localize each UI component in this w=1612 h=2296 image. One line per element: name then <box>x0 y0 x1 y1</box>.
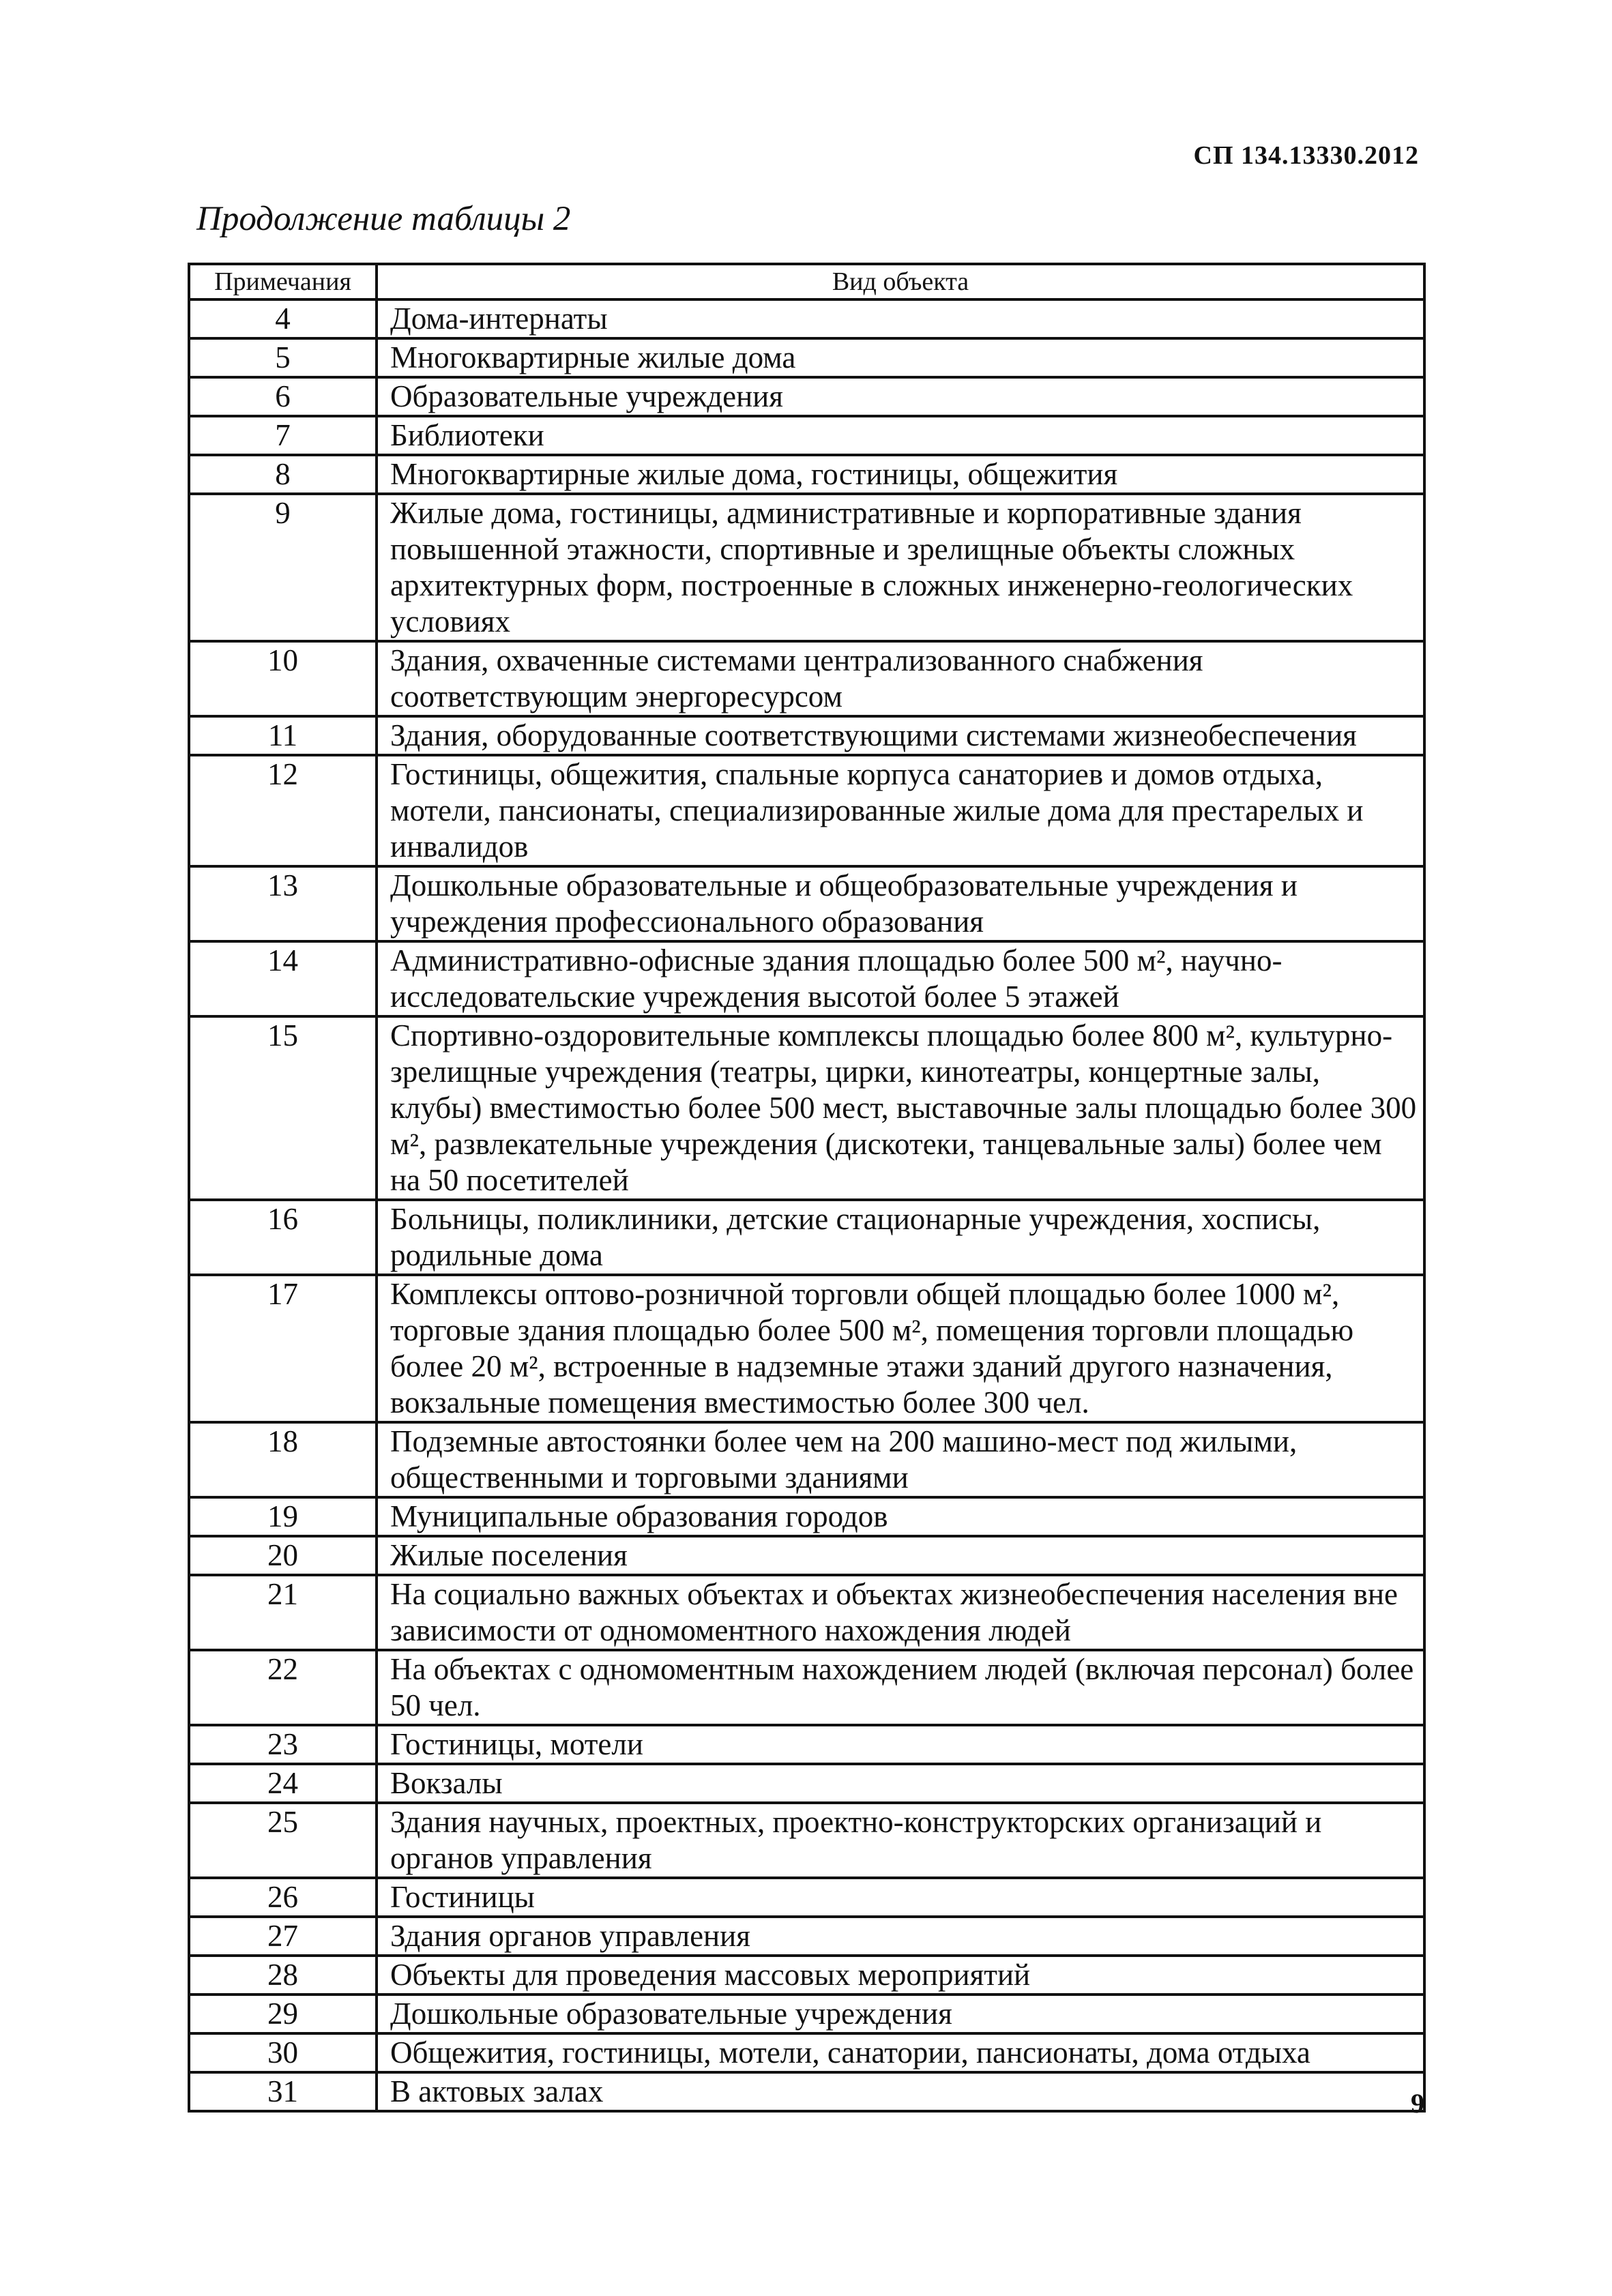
table-row <box>189 2072 1424 2111</box>
note-number-cell: 8 <box>189 455 377 494</box>
object-type-cell: Подземные автостоянки более чем на 200 машино-мест под жилыми, общественными и торговыми зданиями <box>377 1422 1424 1497</box>
note-number-cell: 23 <box>189 1725 377 1764</box>
note-number-cell: 22 <box>189 1650 377 1725</box>
note-number-cell: 13 <box>189 866 377 941</box>
note-number-cell: 28 <box>189 1956 377 1995</box>
table-row <box>189 1956 1424 1995</box>
note-number-cell: 6 <box>189 377 377 416</box>
note-number-cell: 29 <box>189 1995 377 2033</box>
objects-table <box>188 263 1426 2113</box>
note-number-cell: 21 <box>189 1575 377 1650</box>
note-number-cell: 30 <box>189 2033 377 2072</box>
table-row <box>189 416 1424 455</box>
object-type-cell: Объекты для проведения массовых мероприятий <box>377 1956 1424 1995</box>
note-number-cell: 12 <box>189 755 377 866</box>
table-row <box>189 377 1424 416</box>
object-type-cell: Жилые дома, гостиницы, административные и корпоративные здания повышенной этажности, спортивные и зрелищные объекты сложных архитектурных форм, построенные в сложных инженерно-геологических условиях <box>377 494 1424 641</box>
note-number-cell: 9 <box>189 494 377 641</box>
note-number-cell: 15 <box>189 1016 377 1200</box>
note-number-cell: 24 <box>189 1764 377 1803</box>
object-type-cell: Многоквартирные жилые дома, гостиницы, общежития <box>377 455 1424 494</box>
table-row <box>189 716 1424 755</box>
object-type-cell: Муниципальные образования городов <box>377 1497 1424 1536</box>
note-number-cell: 25 <box>189 1803 377 1878</box>
table-row <box>189 1995 1424 2033</box>
note-number-cell: 20 <box>189 1536 377 1575</box>
table-row <box>189 1200 1424 1275</box>
object-type-cell: Гостиницы <box>377 1878 1424 1917</box>
table-row <box>189 1275 1424 1422</box>
column-header-object-type: Вид объекта <box>377 264 1424 299</box>
table-row <box>189 299 1424 338</box>
table-row <box>189 641 1424 716</box>
table-row <box>189 1575 1424 1650</box>
page-number: 9 <box>1411 2088 1424 2119</box>
document-code: СП 134.13330.2012 <box>1193 141 1419 170</box>
object-type-cell: Спортивно-оздоровительные комплексы площадью более 800 м², культурно-зрелищные учреждения (театры, цирки, кинотеатры, концертные залы, клубы) вместимостью более 500 мест, выставочные залы площадью более 300 м², развлекательные учреждения (дискотеки, танцевальные залы) более чем на 50 посетителей <box>377 1016 1424 1200</box>
table-row <box>189 338 1424 377</box>
object-type-cell: Библиотеки <box>377 416 1424 455</box>
object-type-cell: Дома-интернаты <box>377 299 1424 338</box>
object-type-cell: Больницы, поликлиники, детские стационарные учреждения, хосписы, родильные дома <box>377 1200 1424 1275</box>
table-row <box>189 1917 1424 1956</box>
object-type-cell: Вокзалы <box>377 1764 1424 1803</box>
note-number-cell: 27 <box>189 1917 377 1956</box>
note-number-cell: 18 <box>189 1422 377 1497</box>
object-type-cell: В актовых залах <box>377 2072 1424 2111</box>
table-row <box>189 1536 1424 1575</box>
object-type-cell: Жилые поселения <box>377 1536 1424 1575</box>
note-number-cell: 4 <box>189 299 377 338</box>
note-number-cell: 14 <box>189 941 377 1016</box>
note-number-cell: 16 <box>189 1200 377 1275</box>
object-type-cell: Административно-офисные здания площадью более 500 м², научно-исследовательские учреждения высотой более 5 этажей <box>377 941 1424 1016</box>
object-type-cell: Дошкольные образовательные учреждения <box>377 1995 1424 2033</box>
object-type-cell: Общежития, гостиницы, мотели, санатории, пансионаты, дома отдыха <box>377 2033 1424 2072</box>
object-type-cell: Многоквартирные жилые дома <box>377 338 1424 377</box>
object-type-cell: Образовательные учреждения <box>377 377 1424 416</box>
table-row <box>189 1803 1424 1878</box>
column-header-notes: Примечания <box>189 264 377 299</box>
note-number-cell: 7 <box>189 416 377 455</box>
object-type-cell: Гостиницы, общежития, спальные корпуса санаториев и домов отдыха, мотели, пансионаты, специализированные жилые дома для престарелых и инвалидов <box>377 755 1424 866</box>
table-header-row <box>189 264 1424 299</box>
note-number-cell: 31 <box>189 2072 377 2111</box>
table-body <box>189 299 1424 2111</box>
table-row <box>189 1764 1424 1803</box>
table-row <box>189 2033 1424 2072</box>
note-number-cell: 26 <box>189 1878 377 1917</box>
table-row <box>189 1497 1424 1536</box>
note-number-cell: 10 <box>189 641 377 716</box>
object-type-cell: На объектах с одномоментным нахождением людей (включая персонал) более 50 чел. <box>377 1650 1424 1725</box>
table-row <box>189 1878 1424 1917</box>
table-row <box>189 494 1424 641</box>
table-row <box>189 1016 1424 1200</box>
table-row <box>189 941 1424 1016</box>
object-type-cell: Здания научных, проектных, проектно-конструкторских организаций и органов управления <box>377 1803 1424 1878</box>
object-type-cell: Здания, оборудованные соответствующими системами жизнеобеспечения <box>377 716 1424 755</box>
object-type-cell: На социально важных объектах и объектах жизнеобеспечения населения вне зависимости от одномоментного нахождения людей <box>377 1575 1424 1650</box>
table-row <box>189 866 1424 941</box>
table-row <box>189 455 1424 494</box>
object-type-cell: Дошкольные образовательные и общеобразовательные учреждения и учреждения профессионального образования <box>377 866 1424 941</box>
note-number-cell: 19 <box>189 1497 377 1536</box>
object-type-cell: Гостиницы, мотели <box>377 1725 1424 1764</box>
table-row <box>189 1725 1424 1764</box>
note-number-cell: 5 <box>189 338 377 377</box>
object-type-cell: Комплексы оптово-розничной торговли общей площадью более 1000 м², торговые здания площадью более 500 м², помещения торговли площадью более 20 м², встроенные в надземные этажи зданий другого назначения, вокзальные помещения вместимостью более 300 чел. <box>377 1275 1424 1422</box>
table-row <box>189 1422 1424 1497</box>
table-caption: Продолжение таблицы 2 <box>196 200 571 238</box>
object-type-cell: Здания, охваченные системами централизованного снабжения соответствующим энергоресурсом <box>377 641 1424 716</box>
note-number-cell: 17 <box>189 1275 377 1422</box>
note-number-cell: 11 <box>189 716 377 755</box>
table-row <box>189 1650 1424 1725</box>
object-type-cell: Здания органов управления <box>377 1917 1424 1956</box>
table-row <box>189 755 1424 866</box>
